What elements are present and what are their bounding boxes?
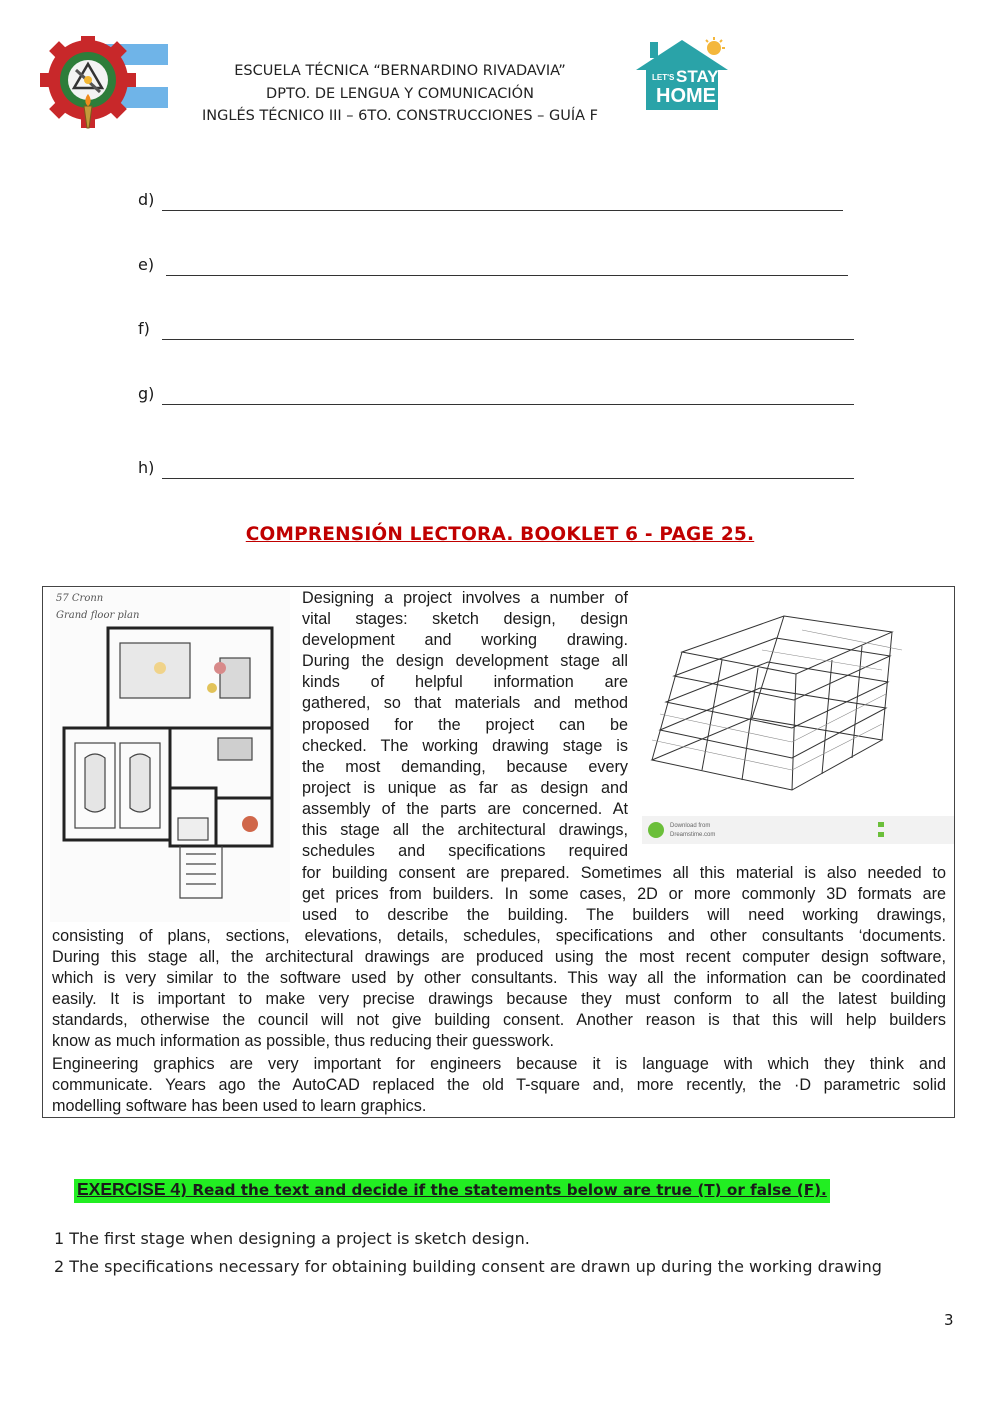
answer-line[interactable] xyxy=(162,339,854,340)
reading-text-full xyxy=(52,926,946,1053)
school-logo xyxy=(40,36,170,131)
answer-row-f[interactable] xyxy=(138,319,858,343)
answer-letter: e) xyxy=(138,255,155,274)
course-name: INGLÉS TÉCNICO III – 6TO. CONSTRUCCIONES – GUÍA F xyxy=(202,108,598,124)
text-line: proposed for the project can be xyxy=(302,715,628,734)
text-line: know as much information as possible, thus reducing their guesswork. xyxy=(52,1032,555,1051)
text-line: schedules and specifications required xyxy=(302,842,628,861)
dreamstime-badge-2: Dreamstime.com xyxy=(670,832,716,838)
reading-text-narrow xyxy=(302,588,628,862)
text-line: communicate. Years ago the AutoCAD replaced the old T-square and, more recently, the ·D parametric solid xyxy=(52,1076,946,1095)
dreamstime-badge-1: Download from xyxy=(670,823,711,829)
answer-line[interactable] xyxy=(166,275,848,276)
exercise-heading xyxy=(74,1179,830,1203)
reading-text-engineering xyxy=(52,1054,946,1117)
text-line: assembly of the parts are concerned. At xyxy=(302,799,628,818)
section-title: COMPRENSIÓN LECTORA. BOOKLET 6 - PAGE 25. xyxy=(245,524,755,545)
text-line: vital stages: sketch design, design xyxy=(302,610,628,629)
text-line: the most demanding, because every xyxy=(302,757,628,776)
text-line: During the design development stage all xyxy=(302,652,628,671)
exercise-instruction: ) Read the text and decide if the statements below are true (T) or false (F). xyxy=(180,1181,827,1199)
answer-letter: f) xyxy=(138,319,150,338)
text-line: checked. The working drawing stage is xyxy=(302,736,628,755)
text-line: consisting of plans, sections, elevations, details, schedules, specifications and other consultants ‘documents. xyxy=(52,927,946,945)
reading-text-mid xyxy=(302,863,946,926)
text-line: for building consent are prepared. Sometimes all this material is also needed to xyxy=(302,864,946,882)
home-label: HOME xyxy=(656,85,716,107)
department-name: DPTO. DE LENGUA Y COMUNICACIÓN xyxy=(266,85,534,102)
answer-line[interactable] xyxy=(162,478,854,479)
answer-row-d[interactable] xyxy=(138,190,858,214)
building-wireframe-image xyxy=(642,590,954,844)
answer-line[interactable] xyxy=(162,404,854,405)
stay-label: STAY xyxy=(676,67,719,86)
floorplan-caption-2: Grand floor plan xyxy=(56,610,140,621)
answer-row-g[interactable] xyxy=(138,384,858,408)
text-line: standards, otherwise the council will not give building consent. Another reason is that this will help builders xyxy=(52,1011,946,1030)
answer-row-h[interactable] xyxy=(138,458,858,482)
text-line: gathered, so that materials and method xyxy=(302,694,628,713)
page-number: 3 xyxy=(944,1311,954,1329)
floorplan-caption-1: 57 Cronn xyxy=(56,593,104,604)
text-line: project is unique as far as design and xyxy=(302,778,628,797)
school-name: ESCUELA TÉCNICA “BERNARDINO RIVADAVIA” xyxy=(234,63,566,79)
text-line: used to describe the building. The builders will need working drawings, xyxy=(302,906,946,925)
answer-letter: g) xyxy=(138,384,155,403)
answer-line[interactable] xyxy=(162,210,843,211)
answer-row-e[interactable] xyxy=(138,255,858,279)
text-line: Designing a project involves a number of xyxy=(302,589,628,607)
text-line: easily. It is important to make very precise drawings because they must conform to all the latest building xyxy=(52,990,946,1009)
text-line: get prices from builders. In some cases, 2D or more commonly 3D formats are xyxy=(302,885,946,904)
statement-2: 2 The specifications necessary for obtaining building consent are drawn up during the working drawing xyxy=(54,1257,882,1276)
answer-letter: d) xyxy=(138,190,155,209)
text-line: which is very similar to the software used by other consultants. This way all the information can be coordinated xyxy=(52,969,946,988)
text-line: Engineering graphics are very important for engineers because it is language with which they think and xyxy=(52,1055,946,1073)
school-header xyxy=(170,60,630,128)
text-line: development and working drawing. xyxy=(302,631,628,650)
statement-1: 1 The first stage when designing a project is sketch design. xyxy=(54,1229,530,1248)
exercise-number: EXERCISE 4 xyxy=(77,1179,181,1199)
answer-letter: h) xyxy=(138,458,155,477)
lets-label: LET'S xyxy=(652,73,675,82)
text-line: kinds of helpful information are xyxy=(302,673,628,692)
text-line: During this stage all, the architectural drawings are produced using the most recent computer design software, xyxy=(52,948,946,967)
stay-home-logo xyxy=(630,36,735,114)
text-line: this stage all the architectural drawings, xyxy=(302,821,628,840)
floor-plan-image xyxy=(50,588,290,922)
text-line: modelling software has been used to learn graphics. xyxy=(52,1097,427,1116)
